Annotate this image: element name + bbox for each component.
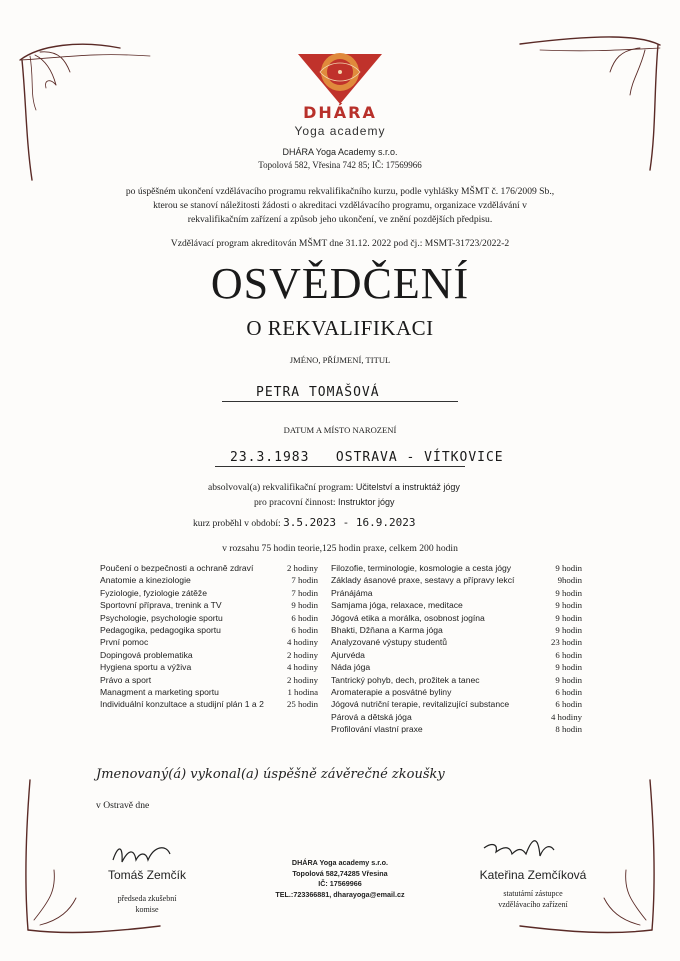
subject-hours: 9 hodin bbox=[555, 563, 582, 573]
program-line bbox=[208, 482, 460, 493]
subject-hours: 2 hodiny bbox=[286, 649, 318, 660]
subject-name: Aromaterapie a posvátné byliny bbox=[331, 687, 452, 697]
subject-hours: 7 hodin bbox=[291, 575, 318, 586]
subject-name: Základy ásanové praxe, sestavy a přípravy lekcí bbox=[331, 575, 515, 586]
name-value: PETRA TOMAŠOVÁ bbox=[256, 385, 380, 400]
subject-name: Pránájáma bbox=[331, 587, 373, 598]
subject-hours: 7 hodin bbox=[291, 587, 318, 598]
subject-name: Sportovní příprava, trenink a TV bbox=[100, 600, 222, 611]
intro-line-2: kterou se stanoví náležitosti žádosti o akreditaci vzdělávacího programu, organizace vzdělávání v bbox=[153, 200, 527, 211]
subject-hours: 1 hodina bbox=[287, 687, 318, 697]
subject-hours: 6 hodin bbox=[291, 612, 318, 623]
period-line bbox=[193, 516, 416, 529]
subject-name: Poučení o bezpečnosti a ochraně zdraví bbox=[100, 563, 254, 573]
subject-hours: 6 hodin bbox=[291, 625, 318, 635]
footer-line-3: IČ: 17569966 bbox=[318, 879, 362, 888]
subject-name: Psychologie, psychologie sportu bbox=[100, 612, 223, 623]
subject-name: Samjama jóga, relaxace, meditace bbox=[331, 600, 463, 611]
subject-name: První pomoc bbox=[100, 637, 149, 648]
name-underline bbox=[222, 401, 458, 402]
subject-hours: 9hodin bbox=[557, 575, 582, 586]
subject-name: Hygiena sportu a výživa bbox=[100, 662, 192, 673]
birth-label: DATUM A MÍSTO NAROZENÍ bbox=[283, 425, 397, 435]
accreditation-line: Vzdělávací program akreditován MŠMT dne 31.12. 2022 pod čj.: MSMT-31723/2022-2 bbox=[170, 238, 510, 249]
subject-hours: 9 hodin bbox=[291, 600, 318, 611]
subject-name: Ajurvéda bbox=[331, 649, 365, 660]
name-label: JMÉNO, PŘÍJMENÍ, TITUL bbox=[289, 355, 391, 365]
subject-name: Anatomie a kineziologie bbox=[100, 575, 191, 586]
subject-hours: 9 hodin bbox=[555, 587, 582, 598]
subject-name: Náda jóga bbox=[331, 662, 371, 673]
signer-left-name: Tomáš Zemčík bbox=[107, 868, 186, 882]
activity-prefix: pro pracovní činnost: bbox=[254, 497, 336, 508]
signature-right-icon bbox=[478, 828, 558, 866]
subject-name: Profilování vlastní praxe bbox=[331, 724, 423, 735]
subject-name: Filozofie, terminologie, kosmologie a cesta jógy bbox=[331, 563, 512, 573]
subject-hours: 6 hodin bbox=[555, 687, 582, 697]
subject-name: Bhakti, Džňana a Karma jóga bbox=[331, 625, 443, 635]
place-date: v Ostravě dne bbox=[96, 800, 150, 811]
subject-hours: 8 hodin bbox=[555, 724, 582, 735]
footer-line-1: DHÁRA Yoga academy s.r.o. bbox=[291, 858, 389, 867]
footer-line-2: Topolová 582,74285 Vřesina bbox=[292, 868, 388, 878]
activity-value: Instruktor jógy bbox=[337, 497, 395, 507]
subject-name: Managment a marketing sportu bbox=[100, 687, 219, 697]
subject-hours: 2 hodiny bbox=[286, 563, 318, 573]
issuer-name: DHÁRA Yoga Academy s.r.o. bbox=[282, 147, 398, 157]
dhara-logo-icon bbox=[290, 48, 390, 106]
intro-line-1: po úspěšném ukončení vzdělávacího programu rekvalifikačního kurzu, podle vyhlášky MŠMT č. 176/2009 Sb., bbox=[125, 186, 555, 197]
subject-name: Individuální konzultace a studijní plán 1 a 2 bbox=[100, 699, 264, 710]
subject-hours: 9 hodin bbox=[555, 674, 582, 685]
signer-right-role-2: vzdělávacího zařízení bbox=[498, 900, 568, 909]
subject-name: Pedagogika, pedagogika sportu bbox=[100, 625, 221, 635]
subject-name: Jógová etika a morálka, osobnost jogína bbox=[331, 612, 485, 623]
subject-hours: 25 hodin bbox=[286, 699, 318, 710]
signer-left-role-1: předseda zkušební bbox=[117, 894, 177, 903]
subject-name: Jógová nutriční terapie, revitalizující substance bbox=[331, 699, 510, 710]
subject-name: Analyzované výstupy studentů bbox=[331, 637, 448, 648]
birth-underline bbox=[215, 466, 465, 467]
logo-tagline: Yoga academy bbox=[294, 124, 386, 138]
footer-stamp bbox=[240, 858, 440, 900]
issuer-address: Topolová 582, Vřesina 742 85; IČ: 17569966 bbox=[258, 160, 422, 170]
subject-hours: 6 hodin bbox=[555, 699, 582, 710]
birth-value: 23.3.1983 OSTRAVA - VÍTKOVICE bbox=[230, 450, 504, 465]
subject-hours: 23 hodin bbox=[550, 637, 582, 648]
program-value: Učitelství a instruktáž jógy bbox=[355, 482, 460, 492]
subject-hours: 6 hodin bbox=[555, 649, 582, 660]
subject-name: Dopingová problematika bbox=[100, 649, 193, 660]
certificate-title: OSVĚDČENÍ bbox=[210, 259, 470, 308]
period-prefix: kurz proběhl v období: bbox=[193, 518, 281, 529]
subject-name: Tantrický pohyb, dech, prožitek a tanec bbox=[331, 674, 480, 685]
subject-hours: 9 hodin bbox=[555, 612, 582, 623]
subject-name: Fyziologie, fyziologie zátěže bbox=[100, 587, 207, 598]
footer-line-4: TEL.:723366881, dharayoga@email.cz bbox=[275, 889, 405, 899]
ornament-top-right bbox=[480, 0, 680, 200]
subject-hours: 9 hodin bbox=[555, 625, 582, 635]
subject-hours: 4 hodiny bbox=[550, 711, 582, 722]
signer-right-role-1: statutární zástupce bbox=[503, 889, 563, 898]
subject-name: Právo a sport bbox=[100, 674, 152, 685]
signer-left-role-2: komise bbox=[135, 905, 159, 914]
subject-hours: 4 hodiny bbox=[286, 637, 318, 648]
signer-right-name: Kateřina Zemčíková bbox=[479, 868, 587, 882]
exam-statement: Jmenovaný(á) vykonal(a) úspěšně závěrečné zkoušky bbox=[96, 767, 445, 782]
subject-hours: 2 hodiny bbox=[286, 674, 318, 685]
subject-hours: 9 hodin bbox=[555, 662, 582, 673]
period-value: 3.5.2023 - 16.9.2023 bbox=[283, 516, 416, 529]
signature-left-icon bbox=[108, 840, 178, 870]
intro-line-3: rekvalifikačním zařízení a způsob jeho ukončení, ve znění pozdějších předpisu. bbox=[187, 214, 493, 225]
subject-hours: 9 hodin bbox=[555, 600, 582, 611]
ornament-top-left bbox=[0, 0, 200, 200]
subject-name: Párová a dětská jóga bbox=[331, 711, 412, 722]
program-prefix: absolvoval(a) rekvalifikační program: bbox=[208, 482, 354, 493]
subject-hours: 4 hodiny bbox=[286, 662, 318, 673]
scope-line: v rozsahu 75 hodin teorie,125 hodin praxe, celkem 200 hodin bbox=[222, 543, 458, 554]
certificate-subtitle: O REKVALIFIKACI bbox=[246, 316, 434, 340]
logo-brand: DHÁRA bbox=[303, 103, 377, 122]
activity-line bbox=[254, 497, 394, 508]
